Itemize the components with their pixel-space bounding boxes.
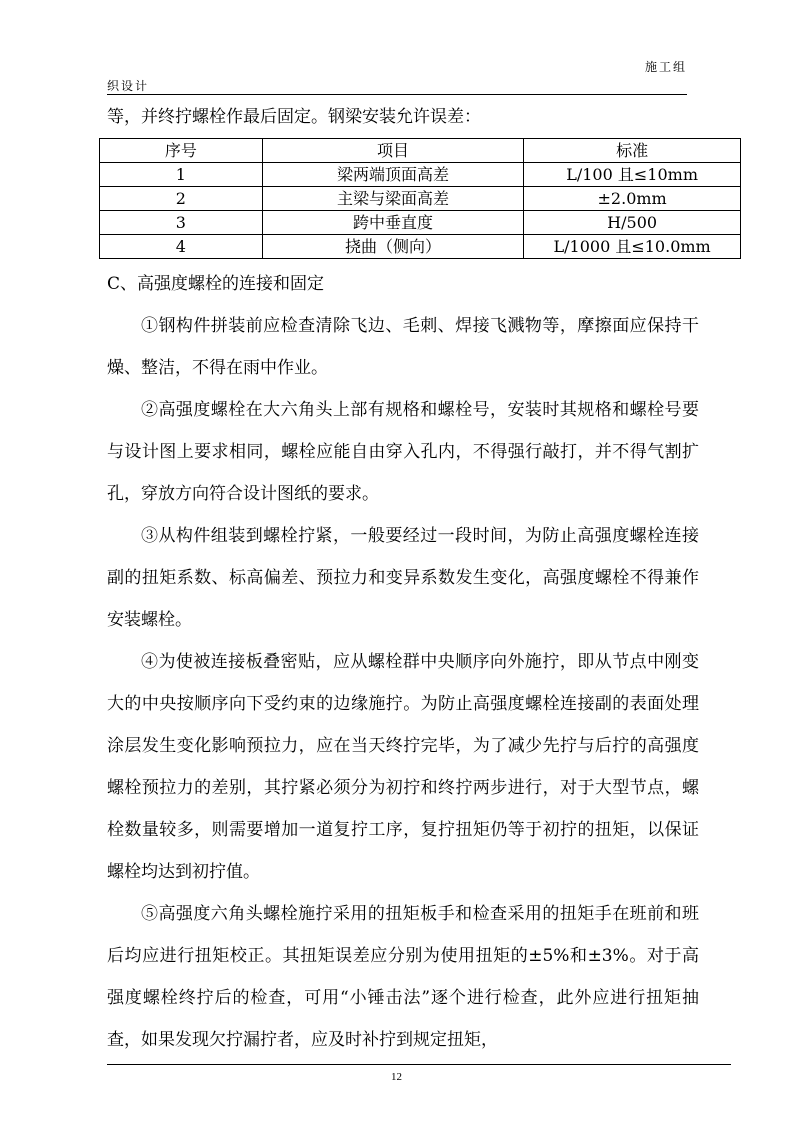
section-heading: C、高强度螺栓的连接和固定 (107, 274, 325, 294)
table-row (100, 211, 741, 235)
table-header-row (100, 139, 741, 163)
paragraph-2: ②高强度螺栓在大六角头上部有规格和螺栓号，安装时其规格和螺栓号要与设计图上要求相同，螺栓应能自由穿入孔内，不得强行敲打，并不得气割扩孔，穿放方向符合设计图纸的要求。 (107, 400, 699, 504)
section-body (107, 266, 699, 1061)
paragraph-3: ③从构件组装到螺栓拧紧，一般要经过一段时间，为防止高强度螺栓连接副的扭矩系数、标高偏差、预拉力和变异系数发生变化，高强度螺栓不得兼作安装螺栓。 (107, 526, 699, 630)
header-right-text: 施工组 (644, 60, 687, 74)
cell-index: 2 (100, 187, 263, 211)
column-header-index: 序号 (100, 139, 263, 163)
table-row (100, 235, 741, 259)
cell-item: 跨中垂直度 (262, 211, 524, 235)
footer-divider (107, 1064, 731, 1065)
page-number: 12 (391, 1071, 402, 1083)
cell-standard: H/500 (524, 211, 741, 235)
cell-index: 1 (100, 163, 263, 187)
header-left-text: 织设计 (107, 79, 150, 93)
cell-standard: L/1000 且≤10.0mm (524, 235, 741, 259)
cell-item: 主梁与梁面高差 (262, 187, 524, 211)
cell-index: 4 (100, 235, 263, 259)
table-row (100, 187, 741, 211)
cell-standard: ±2.0mm (524, 187, 741, 211)
table-row (100, 163, 741, 187)
paragraph-5: ⑤高强度六角头螺栓施拧采用的扭矩板手和检查采用的扭矩手在班前和班后均应进行扭矩校正。其扭矩误差应分别为使用扭矩的±5%和±3%。对于高强度螺栓终拧后的检查，可用“小锤击法”逐个进行检查，此外应进行扭矩抽查，如果发现欠拧漏拧者，应及时补拧到规定扭矩， (107, 904, 699, 1050)
cell-item: 挠曲（侧向） (262, 235, 524, 259)
paragraph-1: ①钢构件拼装前应检查清除飞边、毛刺、焊接飞溅物等，摩擦面应保持干燥、整洁，不得在雨中作业。 (107, 316, 699, 378)
cell-item: 梁两端顶面高差 (262, 163, 524, 187)
tolerance-table (99, 138, 741, 259)
column-header-item: 项目 (262, 139, 524, 163)
intro-line: 等，并终拧螺栓作最后固定。钢梁安装允许误差： (107, 107, 481, 127)
header-divider (107, 94, 687, 95)
cell-index: 3 (100, 211, 263, 235)
column-header-standard: 标准 (524, 139, 741, 163)
cell-standard: L/100 且≤10mm (524, 163, 741, 187)
paragraph-4: ④为使被连接板叠密贴，应从螺栓群中央顺序向外施拧，即从节点中刚变大的中央按顺序向下受约束的边缘施拧。为防止高强度螺栓连接副的表面处理涂层发生变化影响预拉力，应在当天终拧完毕，为了减少先拧与后拧的高强度螺栓预拉力的差别，其拧紧必须分为初拧和终拧两步进行，对于大型节点，螺栓数量较多，则需要增加一道复拧工序，复拧扭矩仍等于初拧的扭矩，以保证螺栓均达到初拧值。 (107, 652, 699, 882)
